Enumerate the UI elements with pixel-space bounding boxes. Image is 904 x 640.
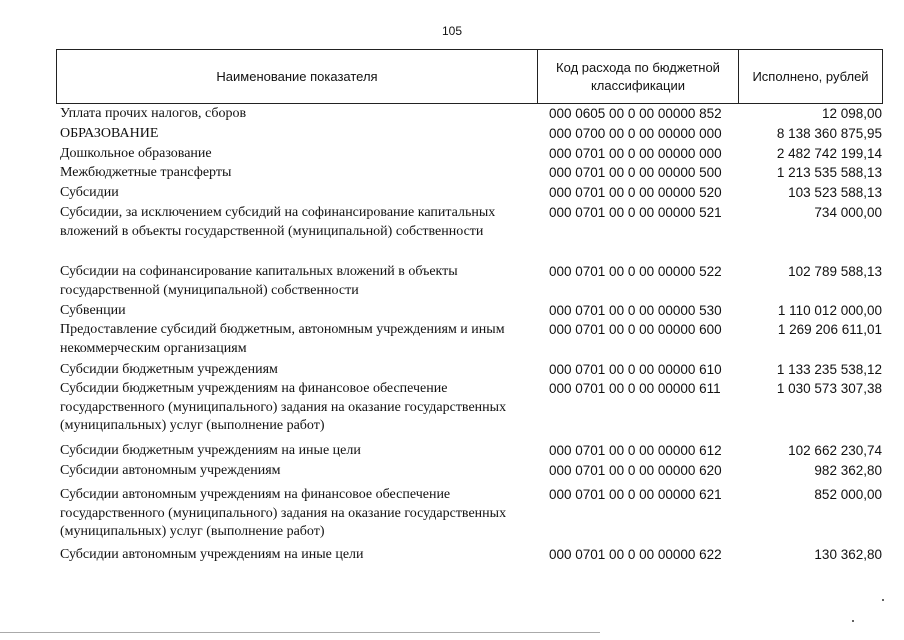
row-amount: 102 789 588,13 (788, 264, 882, 279)
row-code: 000 0701 00 0 00 00000 530 (549, 303, 722, 318)
row-code: 000 0701 00 0 00 00000 600 (549, 322, 722, 337)
row-name: Субсидии бюджетным учреждениям на иные цели (60, 443, 361, 458)
row-name: Субсидии автономным учреждениям на иные цели (60, 547, 364, 562)
row-name: Межбюджетные трансферты (60, 165, 232, 180)
row-name: Субвенции (60, 303, 126, 318)
row-code: 000 0701 00 0 00 00000 622 (549, 547, 722, 562)
row-name: Субсидии (60, 185, 119, 200)
row-code: 000 0701 00 0 00 00000 620 (549, 463, 722, 478)
row-amount: 1 213 535 588,13 (776, 165, 882, 180)
scan-edge-line (0, 632, 600, 633)
row-code: 000 0701 00 0 00 00000 500 (549, 165, 722, 180)
row-amount: 1 133 235 538,12 (776, 362, 882, 377)
row-amount: 982 362,80 (814, 463, 882, 478)
row-name: Субсидии на софинансирование капитальных вложений в объекты государственной (муниципальной) собственности (60, 264, 458, 298)
row-name: Дошкольное образование (60, 146, 212, 161)
row-code: 000 0605 00 0 00 00000 852 (549, 106, 722, 121)
row-code: 000 0701 00 0 00 00000 611 (549, 381, 721, 396)
header-executed: Исполнено, рублей (752, 68, 869, 84)
row-code: 000 0700 00 0 00 00000 000 (549, 126, 722, 141)
row-code: 000 0701 00 0 00 00000 521 (549, 205, 722, 220)
row-name: Субсидии, за исключением субсидий на софинансирование капитальных вложений в объекты государственной (муниципальной) собственности (60, 205, 496, 239)
row-amount: 102 662 230,74 (788, 443, 882, 458)
row-amount: 852 000,00 (814, 487, 882, 502)
page-number: 105 (441, 24, 463, 38)
row-name: Субсидии автономным учреждениям на финансовое обеспечение государственного (муниципального) задания на оказание государственных (муниципальных) услуг (выполнение работ) (60, 487, 507, 539)
row-amount: 130 362,80 (814, 547, 882, 562)
row-code: 000 0701 00 0 00 00000 612 (549, 443, 722, 458)
row-amount: 103 523 588,13 (788, 185, 882, 200)
row-amount: 2 482 742 199,14 (776, 146, 882, 161)
row-amount: 1 030 573 307,38 (776, 381, 882, 396)
row-name: Предоставление субсидий бюджетным, автономным учреждениям и иным некоммерческим организациям (60, 322, 505, 356)
row-amount: 12 098,00 (821, 106, 882, 121)
row-amount: 1 110 012 000,00 (777, 303, 882, 318)
row-amount: 734 000,00 (814, 205, 882, 220)
row-name: Уплата прочих налогов, сборов (60, 106, 247, 121)
row-code: 000 0701 00 0 00 00000 522 (549, 264, 722, 279)
table-header (56, 49, 883, 104)
row-code: 000 0701 00 0 00 00000 520 (549, 185, 722, 200)
row-name: Субсидии автономным учреждениям (60, 463, 281, 478)
row-code: 000 0701 00 0 00 00000 000 (549, 146, 722, 161)
row-name: Субсидии бюджетным учреждениям на финансовое обеспечение государственного (муниципального) задания на оказание государственных (муниципальных) услуг (выполнение работ) (60, 381, 507, 433)
header-code: Код расхода по бюджетной классификации (538, 50, 739, 103)
row-amount: 8 138 360 875,95 (776, 126, 882, 141)
row-name: Субсидии бюджетным учреждениям (60, 362, 278, 377)
scan-speck (882, 599, 884, 601)
row-code: 000 0701 00 0 00 00000 610 (549, 362, 722, 377)
header-name: Наименование показателя (57, 50, 538, 103)
row-code: 000 0701 00 0 00 00000 621 (549, 487, 722, 502)
row-amount: 1 269 206 611,01 (777, 322, 882, 337)
row-name: ОБРАЗОВАНИЕ (60, 126, 159, 141)
scan-speck (852, 620, 854, 622)
